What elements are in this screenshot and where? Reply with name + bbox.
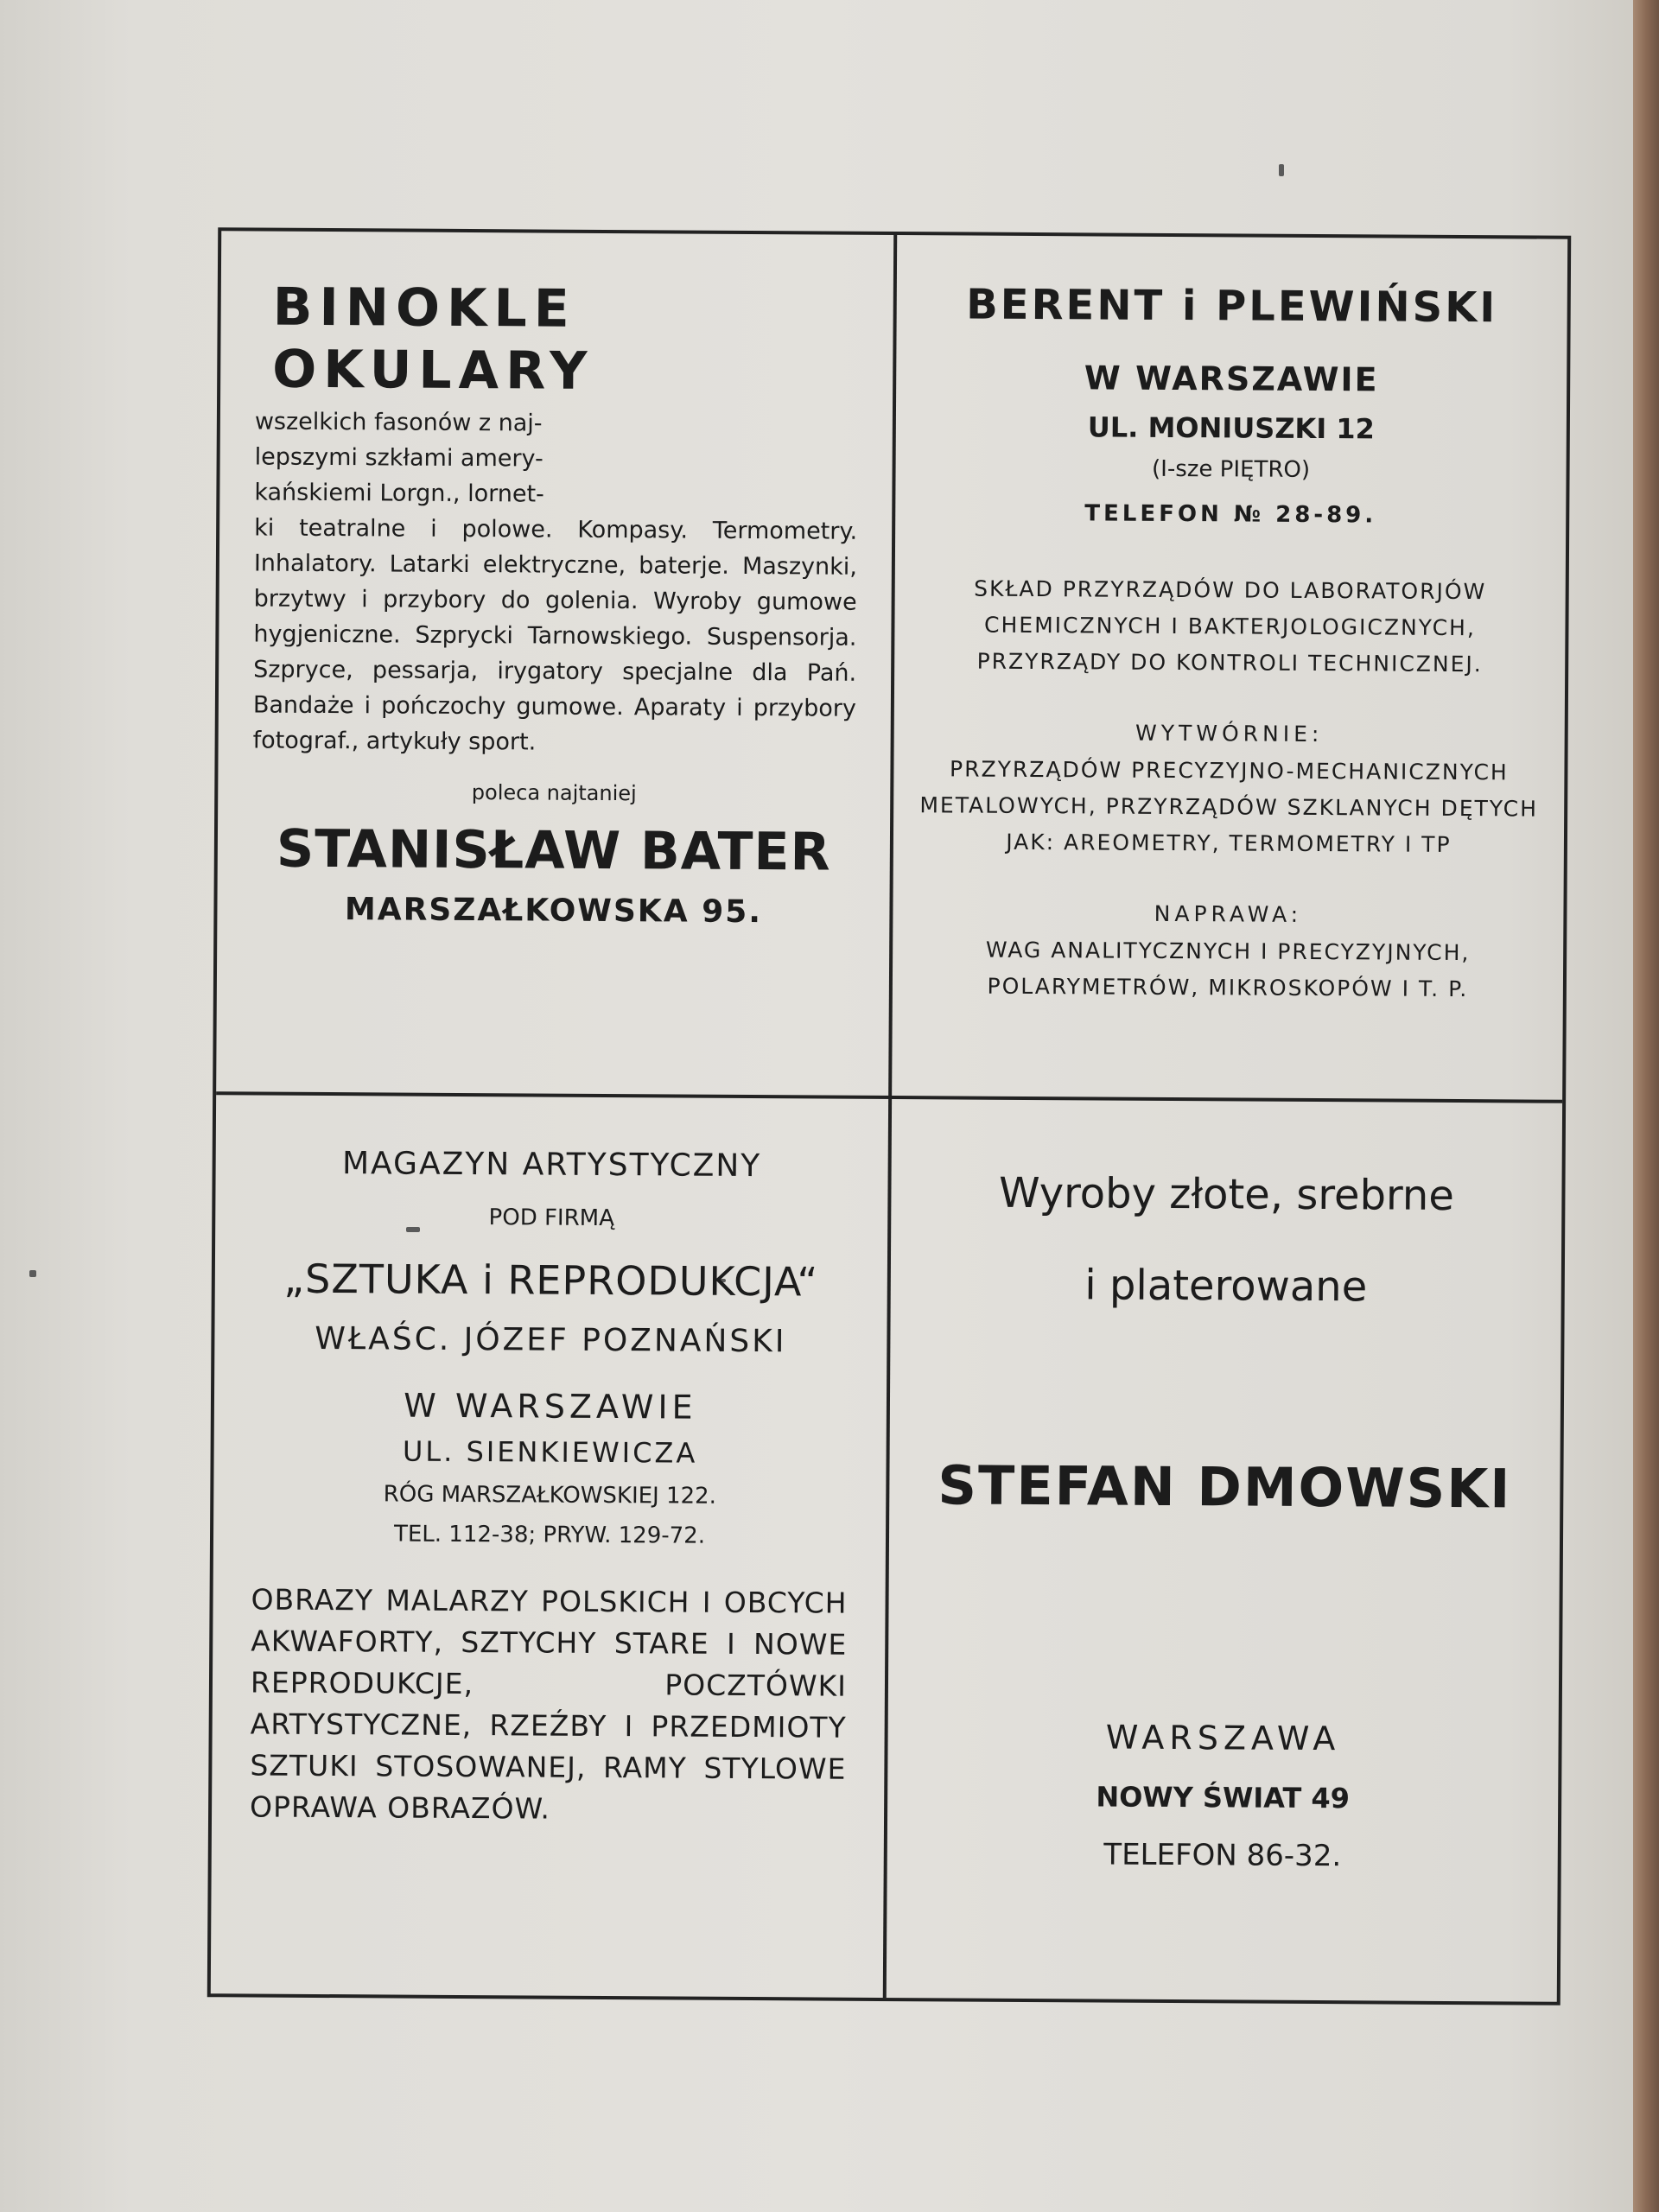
ad-sztuka-line1: MAGAZYN ARTYSTYCZNY <box>341 1146 762 1185</box>
ad-sztuka-name: „SZTUKA i REPRODUKCJA“ <box>283 1255 819 1306</box>
ad-bater-recommend: poleca najtaniej <box>471 780 637 806</box>
book-edge <box>1633 0 1659 2212</box>
ad-bater-intro-3: kańskiemi Lorgn., lornet- <box>254 479 544 508</box>
ad-bater-title-1: BINOKLE <box>272 276 576 340</box>
paper-speck <box>1279 164 1284 176</box>
ad-sztuka-phone: TEL. 112-38; PRYW. 129-72. <box>393 1521 706 1549</box>
ad-dmowski-city: WARSZAWA <box>1105 1718 1341 1758</box>
ad-berent-street: UL. MONIUSZKI 12 <box>1087 410 1375 446</box>
ad-dmowski <box>887 1099 1562 2002</box>
ad-bater-body: ki teatralne i polowe. Kompasy. Termometry. Inhalatory. Latarki elektryczne, baterje. Maszynki, brzytwy i przybory do golenia. Wyroby gumowe hygjeniczne. Szprycki Tarnowskiego. Suspensorja. Szpryce, pessarja, irygatory specjalne dla Pań. Bandaże i pończochy gumowe. Aparaty i przybory fotograf., artykuły sport. <box>252 514 858 756</box>
ad-dmowski-phone: TELEFON 86-32. <box>1103 1837 1342 1874</box>
ad-berent-repair: WAG ANALITYCZNYCH I PRECYZYJNYCH, POLARYMETRÓW, MIKROSKOPÓW I T. P. <box>985 937 1471 1002</box>
ad-bater-intro-2: lepszymi szkłami amery- <box>254 443 543 473</box>
ad-berent-workshops: PRZYRZĄDÓW PRECYZYJNO-MECHANICZNYCH METALOWYCH, PRZYRZĄDÓW SZKLANYCH DĘTYCH JAK: AREOMETRY, TERMOMETRY I TP <box>919 756 1539 857</box>
ad-bater-intro-1: wszelkich fasonów z naj- <box>254 408 543 437</box>
paper-speck <box>29 1270 36 1277</box>
ad-sztuka-street: UL. SIENKIEWICZA <box>402 1434 698 1470</box>
ad-dmowski-name: STEFAN DMOWSKI <box>938 1453 1512 1521</box>
ad-berent-store: SKŁAD PRZYRZĄDÓW DO LABORATORJÓW CHEMICZNYCH I BAKTERJOLOGICZNYCH, PRZYRZĄDY DO KONTROLI TECHNICZNEJ. <box>974 575 1487 677</box>
ad-berent-floor: (I-sze PIĘTRO) <box>1151 455 1311 483</box>
advertisement-grid <box>207 227 1571 2005</box>
ad-berent-workshops-heading: WYTWÓRNIE: <box>1135 720 1324 747</box>
ad-bater <box>216 231 893 1096</box>
ad-berent-repair-heading: NAPRAWA: <box>1154 900 1303 927</box>
ad-sztuka-offer: OBRAZY MALARZY POLSKICH I OBCYCH AKWAFORTY, SZTYCHY STARE I NOWE REPRODUKCJE, POCZTÓWKI ARTYSTYCZNE, RZEŹBY I PRZEDMIOTY SZTUKI STOSOWANEJ, RAMY STYLOWE OPRAWA OBRAZÓW. <box>249 1582 848 1826</box>
ad-sztuka-line2: POD FIRMĄ <box>488 1205 615 1232</box>
ad-berent <box>892 235 1567 1100</box>
ad-sztuka-corner: RÓG MARSZAŁKOWSKIEJ 122. <box>383 1481 717 1510</box>
ad-dmowski-address: NOWY ŚWIAT 49 <box>1096 1780 1351 1815</box>
ad-bater-address: MARSZAŁKOWSKA 95. <box>344 892 763 931</box>
ad-berent-city: W WARSZAWIE <box>1084 359 1379 399</box>
ad-sztuka-city: W WARSZAWIE <box>404 1386 697 1427</box>
ad-bater-name: STANISŁAW BATER <box>276 818 831 883</box>
ad-berent-firm: BERENT i PLEWIŃSKI <box>966 280 1498 333</box>
ad-dmowski-line2: i platerowane <box>1084 1261 1368 1312</box>
ad-bater-title-2: OKULARY <box>272 339 594 402</box>
ad-berent-phone: TELEFON № 28-89. <box>1084 500 1377 529</box>
ad-dmowski-line1: Wyroby złote, srebrne <box>998 1168 1455 1220</box>
ad-sztuka <box>211 1095 888 1998</box>
ad-sztuka-owner: WŁAŚC. JÓZEF POZNAŃSKI <box>315 1320 787 1360</box>
